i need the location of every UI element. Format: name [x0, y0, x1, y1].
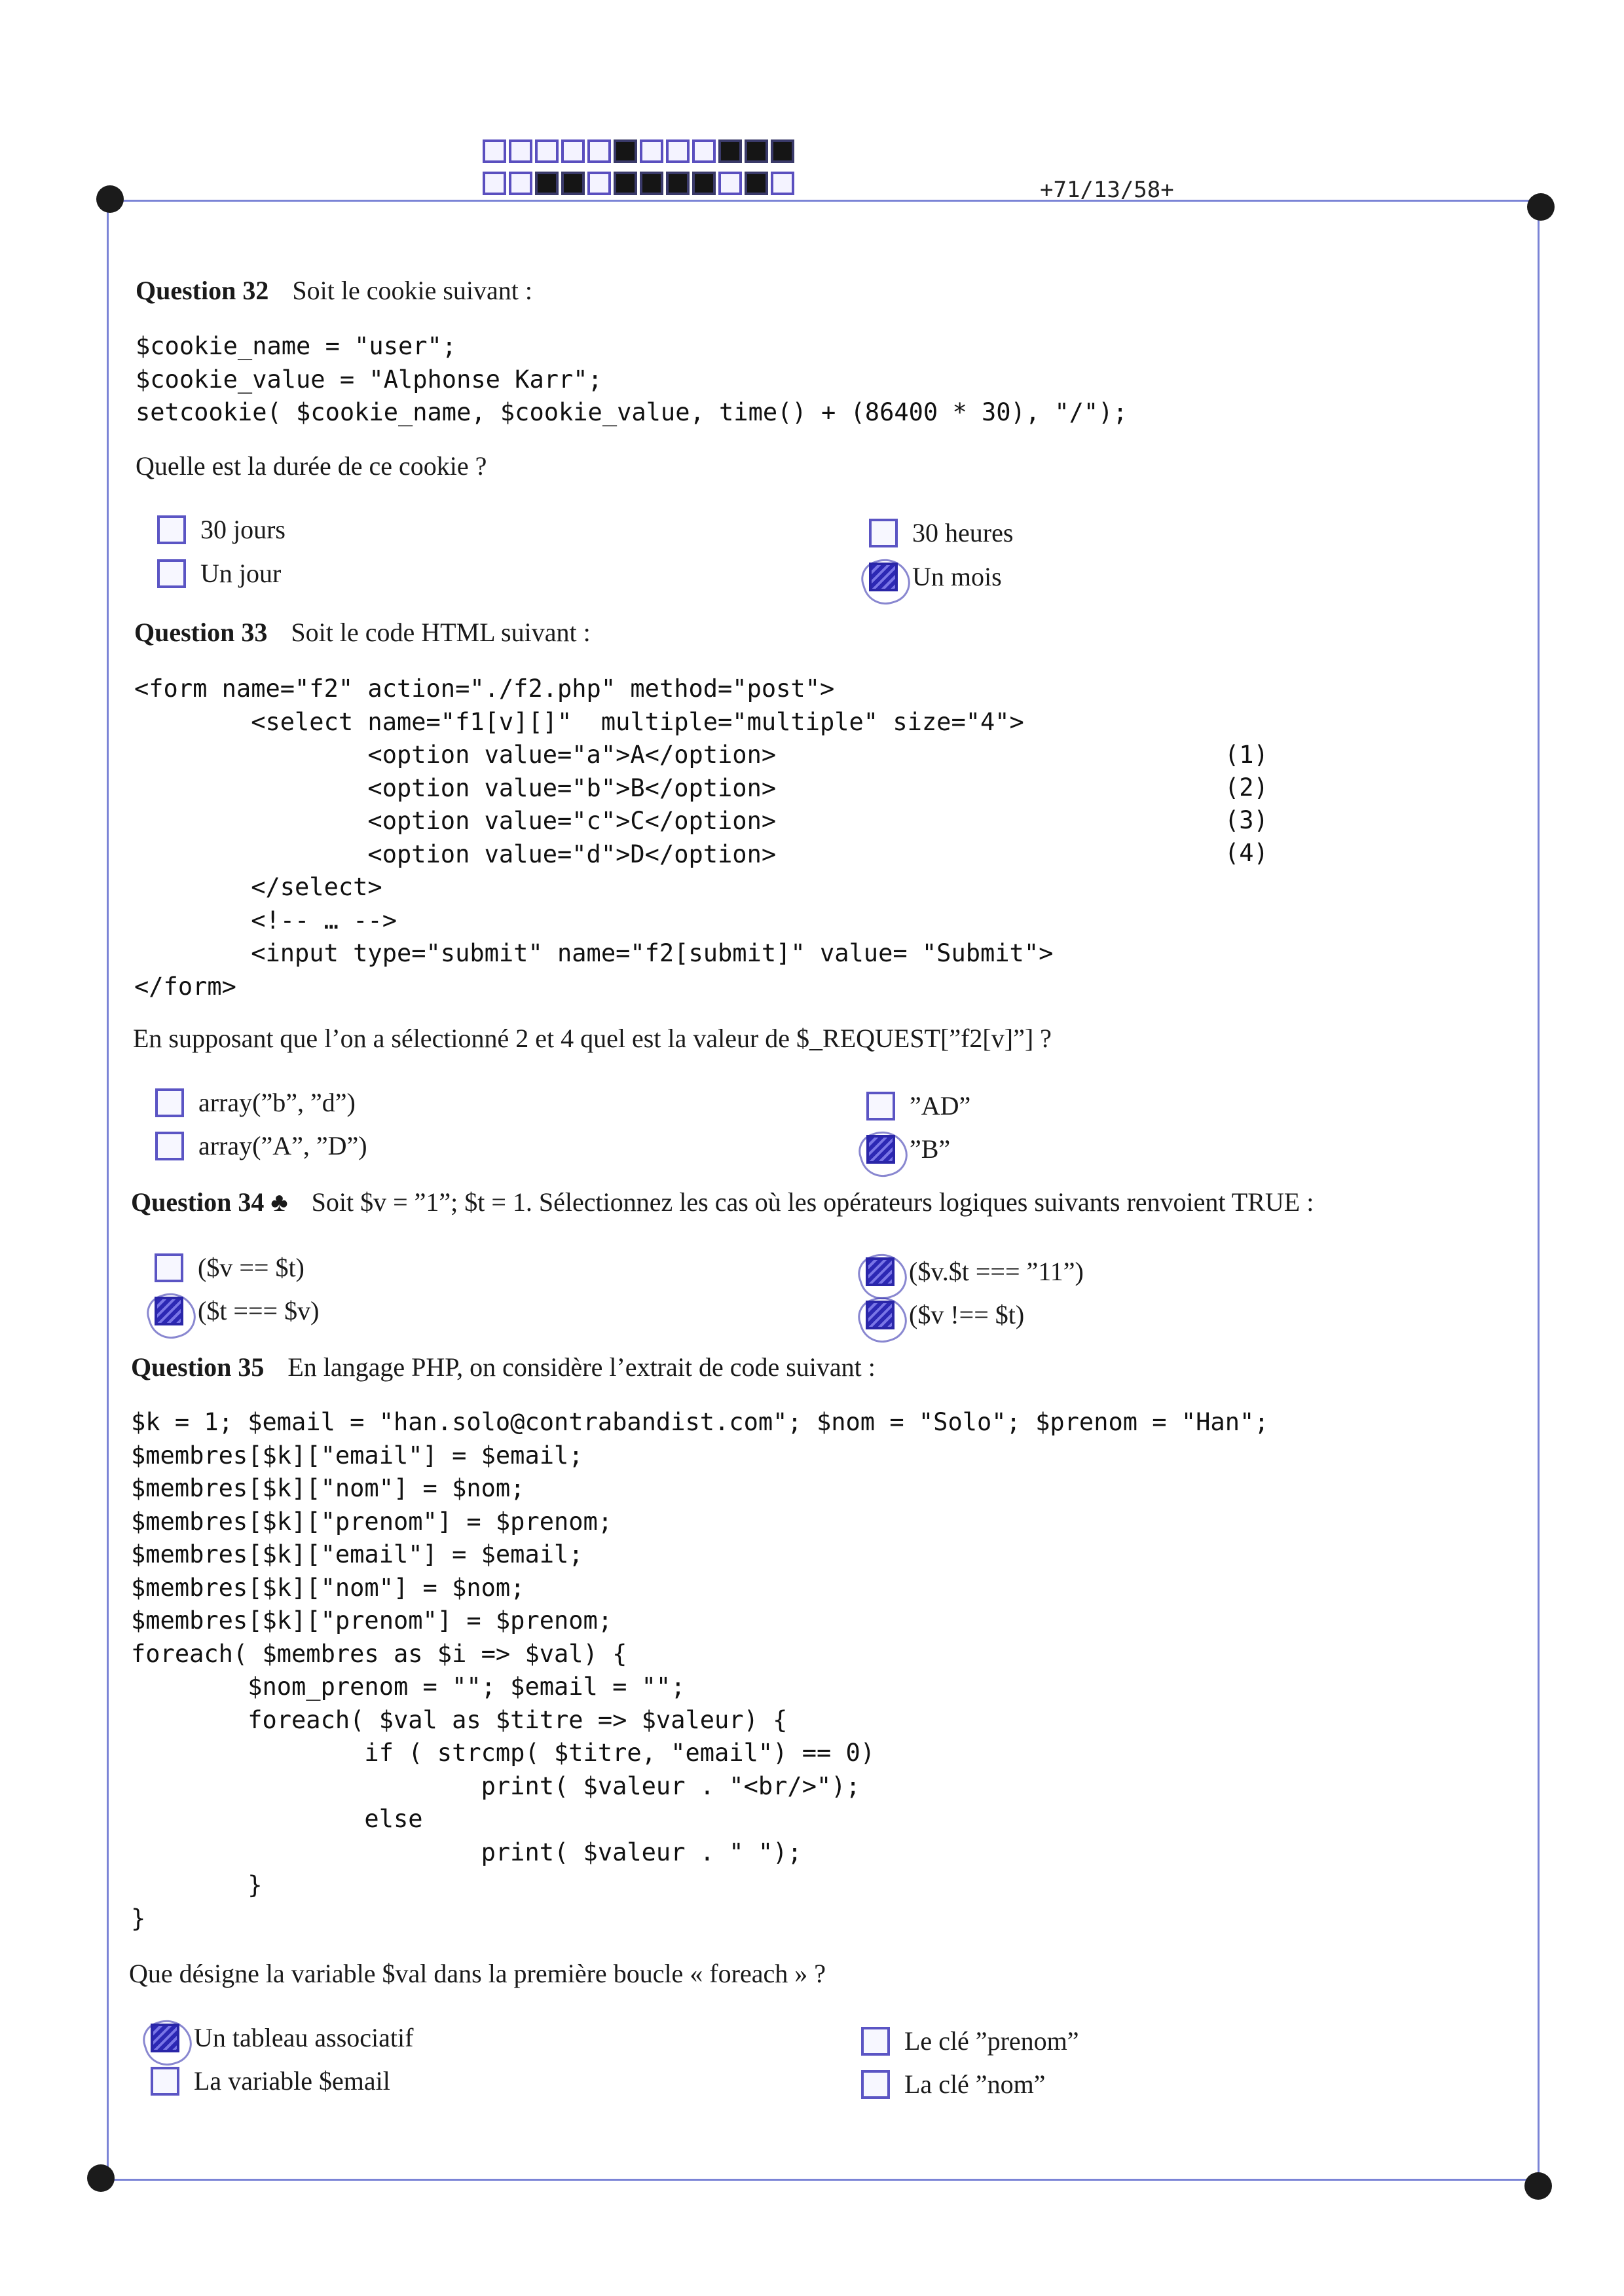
frame-top-line — [107, 200, 1547, 202]
page-id: +71/13/58+ — [1040, 177, 1174, 203]
checkbox-checked[interactable] — [155, 1297, 183, 1325]
option-label: Un jour — [200, 559, 282, 588]
barcode-cell — [771, 139, 794, 163]
barcode-cell — [614, 139, 637, 163]
barcode-cell — [692, 172, 716, 195]
checkbox[interactable] — [861, 2070, 890, 2099]
question-35-prompt: Que désigne la variable $val dans la première boucle « foreach » ? — [129, 1959, 826, 1988]
question-32-prompt: Quelle est la durée de ce cookie ? — [136, 451, 487, 481]
q34-option-t-ideq-v[interactable] — [155, 1295, 319, 1326]
barcode-cell — [718, 172, 742, 195]
q32-option-30-jours[interactable] — [157, 514, 286, 545]
option-label: ($v.$t === ”11”) — [909, 1257, 1084, 1286]
option-label: ”B” — [910, 1134, 951, 1164]
option-label: La clé ”nom” — [904, 2069, 1046, 2099]
q33-option-ad[interactable] — [866, 1090, 970, 1121]
corner-mark-bottom-right — [1524, 2172, 1552, 2200]
barcode-cell — [483, 139, 506, 163]
q34-option-v-nideq-t[interactable] — [866, 1299, 1024, 1330]
line-marker-1: (1) — [1225, 741, 1268, 769]
option-label: 30 jours — [200, 515, 286, 544]
barcode-cell — [561, 139, 585, 163]
barcode-cell — [587, 172, 611, 195]
barcode-cell — [509, 139, 532, 163]
barcode-cell — [535, 172, 559, 195]
question-35-header — [131, 1352, 876, 1382]
option-label: ($v !== $t) — [909, 1300, 1025, 1329]
line-marker-4: (4) — [1225, 839, 1268, 867]
q33-option-b[interactable] — [866, 1134, 950, 1164]
checkbox-checked[interactable] — [151, 2024, 179, 2052]
option-label: ($t === $v) — [198, 1296, 320, 1325]
option-label: ”AD” — [910, 1091, 971, 1120]
checkbox-checked[interactable] — [869, 563, 898, 591]
q35-option-variable-email[interactable] — [151, 2065, 390, 2096]
barcode-cell — [666, 172, 690, 195]
barcode-cell — [745, 172, 768, 195]
barcode-row-1 — [483, 139, 797, 163]
checkbox-checked[interactable] — [866, 1301, 895, 1329]
question-intro: Soit le code HTML suivant : — [291, 618, 591, 647]
q32-option-un-mois[interactable] — [869, 561, 1002, 592]
frame-left-line — [107, 200, 109, 2179]
q33-option-array-b-d[interactable] — [155, 1087, 356, 1118]
checkbox[interactable] — [157, 515, 186, 544]
barcode-cell — [483, 172, 506, 195]
option-label: La variable $email — [194, 2066, 390, 2096]
question-intro: Soit $v = ”1”; $t = 1. Sélectionnez les cas où les opérateurs logiques suivants renvoient TRUE : — [311, 1187, 1314, 1217]
question-intro: En langage PHP, on considère l’extrait de code suivant : — [287, 1352, 876, 1382]
corner-mark-bottom-left — [87, 2164, 115, 2192]
barcode-cell — [561, 172, 585, 195]
question-35-code: $k = 1; $email = "han.solo@contrabandist.com"; $nom = "Solo"; $prenom = "Han"; $membres[$k]["email"] = $email; $membres[$k]["nom"] = $nom; $membres[$k]["prenom"] = $prenom; $membres[$k]["email"] = $email; $membres[$k]["nom"] = $nom; $membres[$k]["prenom"] = $prenom; foreach( $membres as $i => $val) { $nom_prenom = ""; $email = ""; foreach( $val as $titre => $valeur) { if ( strcmp( $titre, "email") == 0) print( $valeur . "<br/>"); else print( $valeur . " "); } } — [131, 1408, 1269, 1933]
barcode-cell — [614, 172, 637, 195]
checkbox[interactable] — [151, 2067, 179, 2096]
checkbox-checked[interactable] — [866, 1257, 895, 1286]
question-32-code: $cookie_name = "user"; $cookie_value = "Alphonse Karr"; setcookie( $cookie_name, $cookie_value, time() + (86400 * 30), "/"); — [136, 332, 1128, 426]
question-33-prompt: En supposant que l’on a sélectionné 2 et 4 quel est la valeur de $_REQUEST[”f2[v]”] ? — [133, 1024, 1052, 1053]
q35-option-tableau-associatif[interactable] — [151, 2022, 413, 2053]
checkbox-checked[interactable] — [866, 1135, 895, 1164]
q32-option-un-jour[interactable] — [157, 558, 281, 589]
question-number: Question 32 — [136, 276, 269, 305]
barcode-cell — [509, 172, 532, 195]
question-32-header — [136, 275, 532, 306]
barcode-cell — [692, 139, 716, 163]
question-number: Question 34 ♣ — [131, 1187, 288, 1217]
q35-option-cle-nom[interactable] — [861, 2069, 1045, 2100]
barcode-cell — [771, 172, 794, 195]
barcode-cell — [718, 139, 742, 163]
q34-option-concat-ideq-11[interactable] — [866, 1256, 1084, 1287]
option-label: array(”A”, ”D”) — [198, 1131, 367, 1160]
corner-mark-top-right — [1527, 193, 1555, 221]
barcode-cell — [535, 139, 559, 163]
option-label: Un tableau associatif — [194, 2023, 414, 2052]
barcode-cell — [666, 139, 690, 163]
option-label: ($v == $t) — [198, 1253, 304, 1282]
checkbox[interactable] — [861, 2027, 890, 2056]
question-33-header — [134, 617, 591, 648]
line-marker-2: (2) — [1225, 773, 1268, 802]
checkbox[interactable] — [155, 1088, 184, 1117]
barcode-cell — [640, 139, 663, 163]
option-label: 30 heures — [912, 518, 1014, 547]
checkbox[interactable] — [866, 1092, 895, 1120]
question-number: Question 35 — [131, 1352, 265, 1382]
barcode-cell — [640, 172, 663, 195]
question-33-code: <form name="f2" action="./f2.php" method="post"> <select name="f1[v][]" multiple="multiple" size="4"> <option value="a">A</option> <option value="b">B</option> <option value="c">C</option> <option value="d">D</option> </select> <!-- … --> <input type="submit" name="f2[submit]" value= "Submit"> </form> — [134, 675, 1054, 1001]
checkbox[interactable] — [155, 1253, 183, 1282]
q34-option-v-eq-t[interactable] — [155, 1252, 304, 1283]
checkbox[interactable] — [157, 559, 186, 588]
line-marker-3: (3) — [1225, 806, 1268, 834]
checkbox[interactable] — [869, 519, 898, 547]
checkbox[interactable] — [155, 1132, 184, 1160]
q32-option-30-heures[interactable] — [869, 517, 1013, 548]
option-label: array(”b”, ”d”) — [198, 1088, 356, 1117]
frame-bottom-line — [100, 2179, 1541, 2181]
question-intro: Soit le cookie suivant : — [292, 276, 532, 305]
option-label: Un mois — [912, 562, 1002, 591]
corner-mark-top-left — [96, 185, 124, 213]
q35-option-cle-prenom[interactable] — [861, 2026, 1079, 2056]
barcode-cell — [587, 139, 611, 163]
barcode-cell — [745, 139, 768, 163]
option-label: Le clé ”prenom” — [904, 2026, 1079, 2056]
barcode-row-2 — [483, 172, 797, 195]
frame-right-line — [1538, 206, 1540, 2183]
question-number: Question 33 — [134, 618, 268, 647]
q33-option-array-a-d[interactable] — [155, 1130, 367, 1161]
question-34-header — [131, 1187, 1314, 1217]
